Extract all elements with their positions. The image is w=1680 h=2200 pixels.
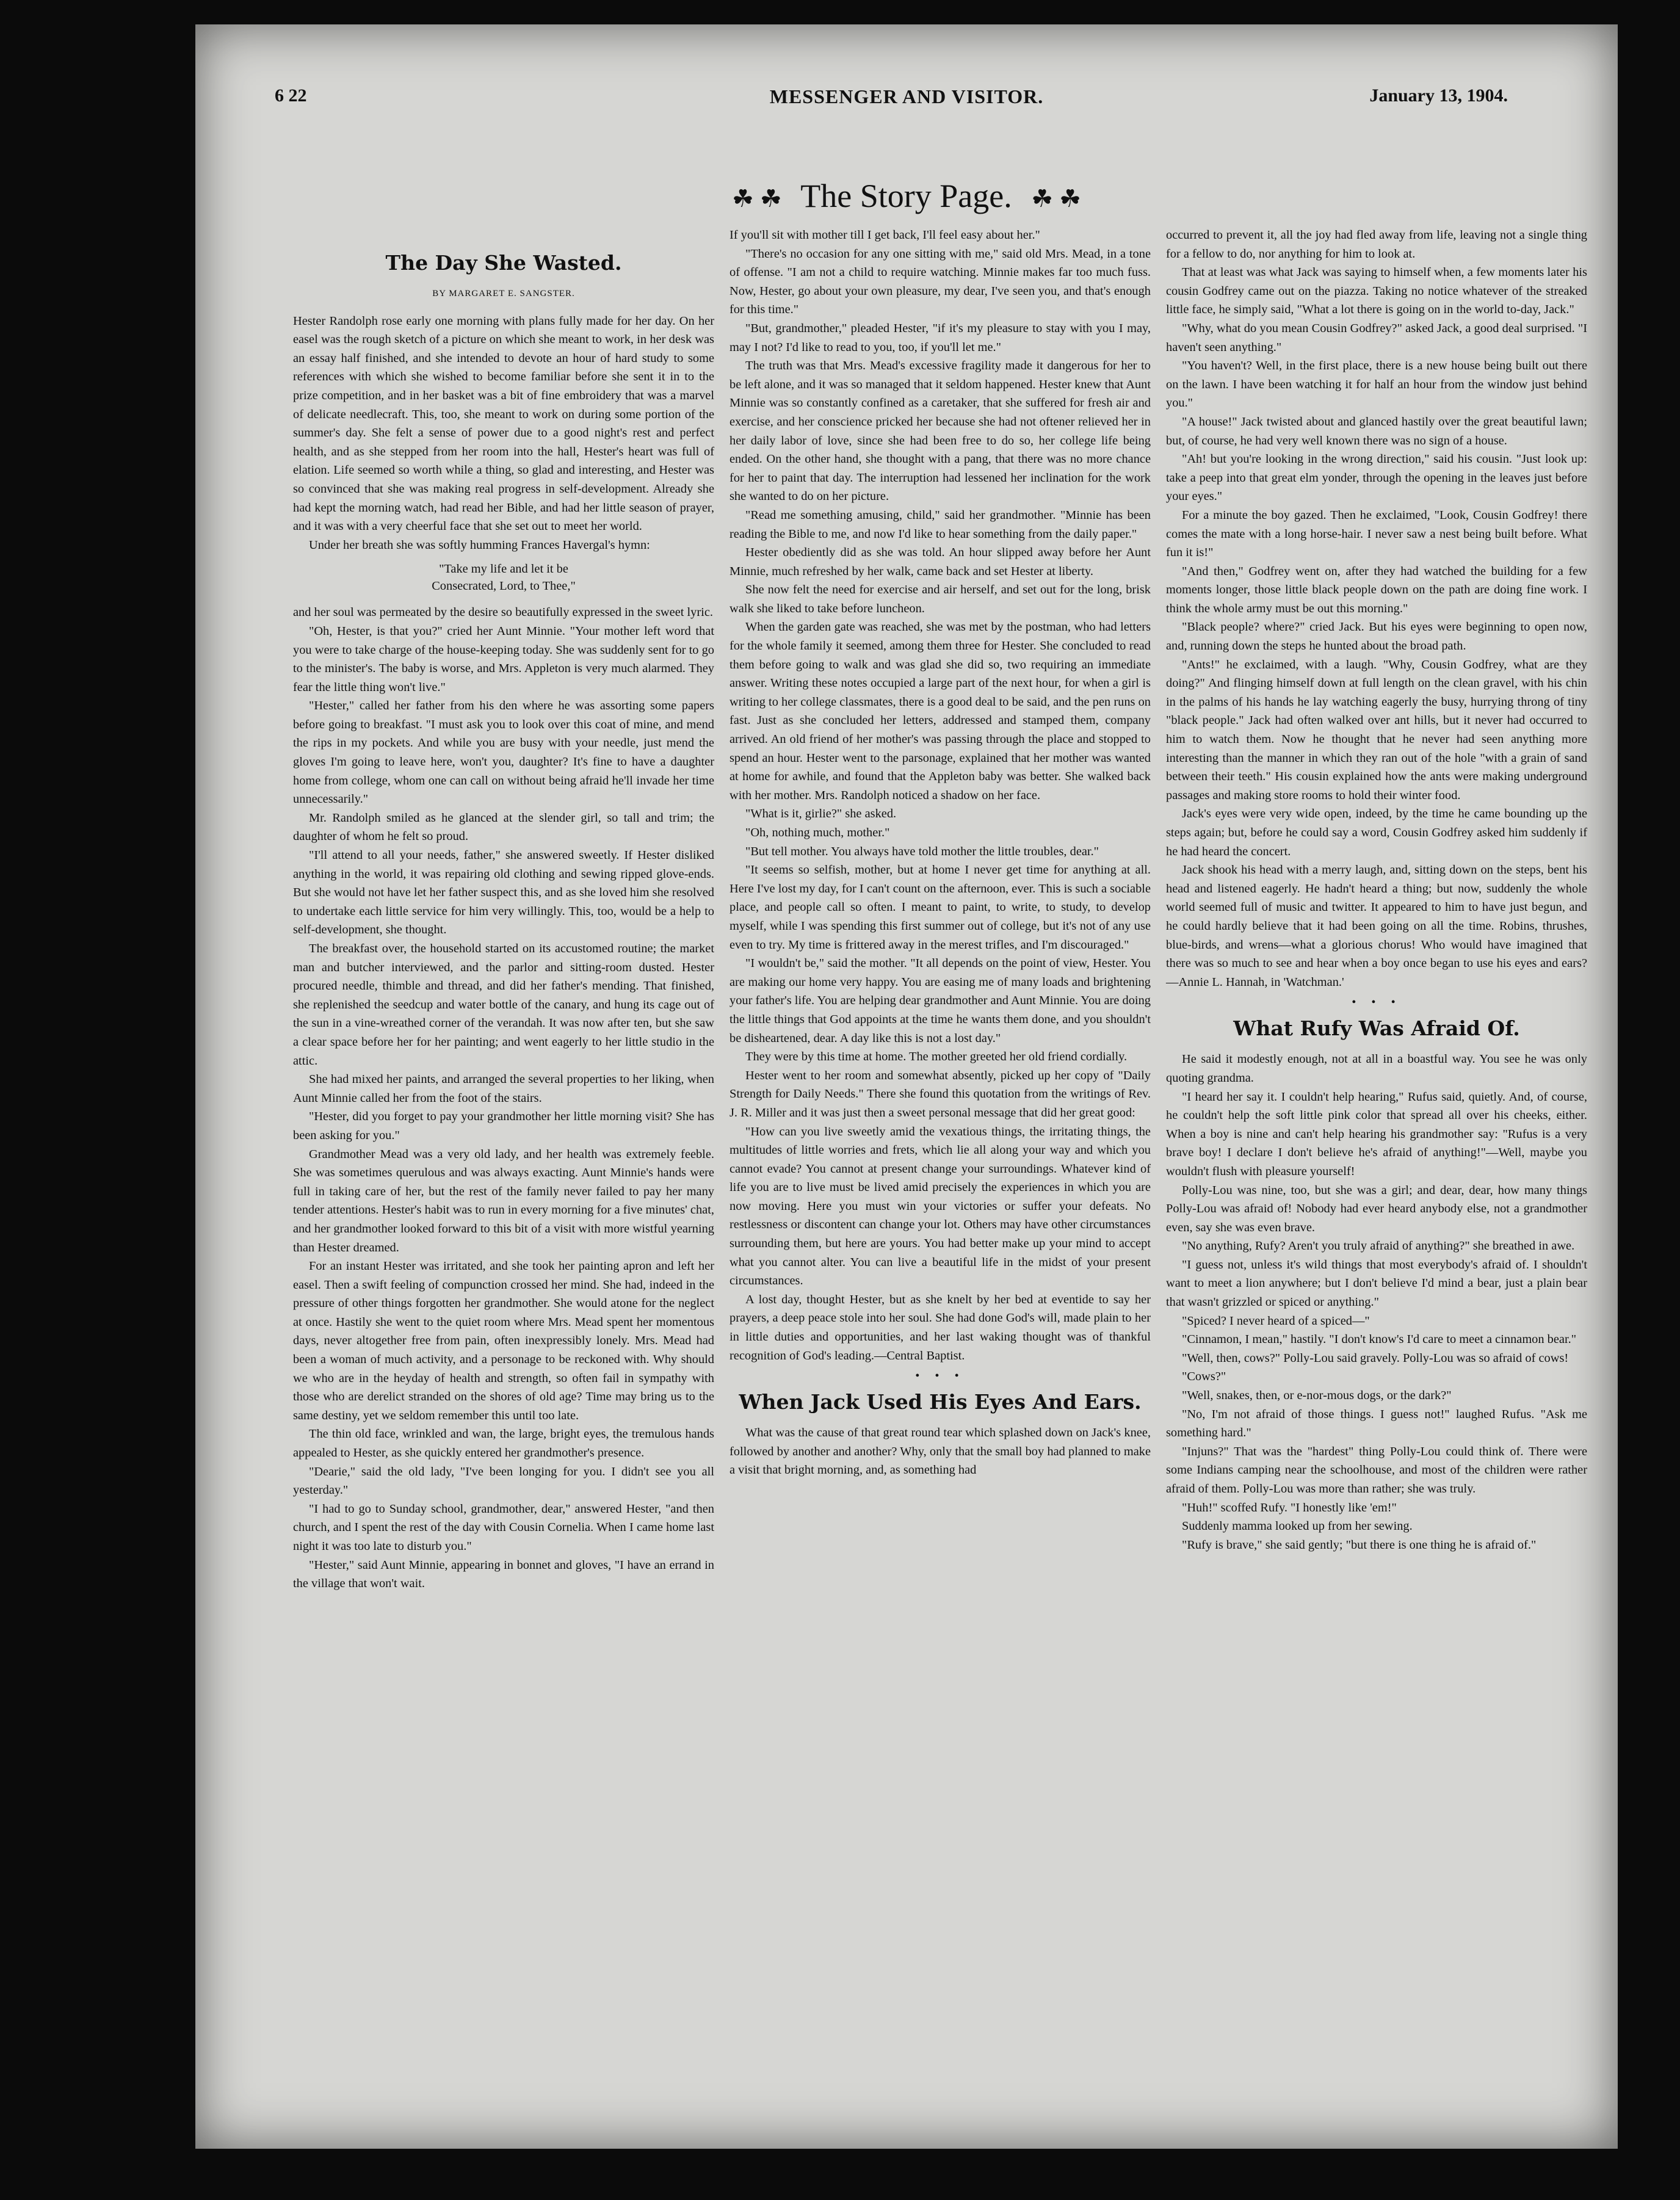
paragraph: "Ah! but you're looking in the wrong direction," said his cousin. "Just look up: take a peep into that great elm yonder, through the opening in the leaves just before your eyes." [1166, 452, 1587, 504]
paragraph: "Cinnamon, I mean," hastily. "I don't know's I'd care to meet a cinnamon bear." [1182, 1333, 1577, 1347]
paragraph: "I heard her say it. I couldn't help hearing," Rufus said, quietly. And, of course, he couldn't help the soft little pink color that spread all over his cheeks, either. When a boy is nine and can't help hearing his grandmother say: "Rufus is a very brave boy! I declare I don't believe he's afraid of anything!"—Well, maybe you wouldn't flush with pleasure yourself! [1166, 1090, 1587, 1178]
paragraph: "Hester, did you forget to pay your grandmother her little morning visit? She has been asking for you." [293, 1110, 714, 1142]
paragraph: "Read me something amusing, child," said her grandmother. "Minnie has been reading the Bible to me, and now I'd like to hear something from the daily paper." [730, 508, 1151, 541]
section-divider: • • • [1352, 996, 1402, 1010]
paragraph: If you'll sit with mother till I get back, I'll feel easy about her." [730, 228, 1040, 242]
paragraph: "I had to go to Sunday school, grandmother, dear," answered Hester, "and then church, and I spent the rest of the day with Cousin Cornelia. When I came home last night it was too late to disturb you." [293, 1502, 714, 1553]
story-title: What Rufy Was Afraid Of. [1233, 1016, 1520, 1041]
paragraph: She now felt the need for exercise and air herself, and set out for the long, brisk walk she liked to take before luncheon. [730, 583, 1151, 615]
paragraph: "Huh!" scoffed Rufy. "I honestly like 'em!" [1182, 1500, 1397, 1514]
paragraph: "Injuns?" That was the "hardest" thing Polly-Lou could think of. There were some Indians camping near the schoolhouse, and most of the children were rather afraid of them. Polly-Lou was more than rather; she was truly. [1166, 1444, 1587, 1496]
verse-line: Consecrated, Lord, to Thee," [432, 579, 576, 593]
paragraph: "Oh, Hester, is that you?" cried her Aunt Minnie. "Your mother left word that you were to take charge of the house-keeping today. She was suddenly sent for to go to the minister's. The baby is worse, and Mrs. Appleton is very much alarmed. They fear the little thing won't live." [293, 624, 714, 694]
paragraph: The thin old face, wrinkled and wan, the large, bright eyes, the tremulous hands appealed to Hester, as she quickly entered her grandmother's presence. [293, 1427, 714, 1460]
masthead: MESSENGER AND VISITOR. [769, 85, 1044, 107]
paragraph: Hester obediently did as she was told. An hour slipped away before her Aunt Minnie, much refreshed by her walk, came back and set Hester at liberty. [730, 546, 1151, 578]
story-title: The Day She Wasted. [385, 251, 622, 275]
clover-ornament-icon: ☘ ☘ [732, 185, 782, 212]
paragraph: Jack's eyes were very wide open, indeed, by the time he came bounding up the steps again; but, before he could say a word, Cousin Godfrey asked him suddenly if he had heard the concert. [1166, 807, 1587, 858]
byline: BY MARGARET E. SANGSTER. [432, 289, 575, 299]
paragraph: "No anything, Rufy? Aren't you truly afraid of anything?" she breathed in awe. [1182, 1239, 1575, 1253]
paragraph: "Spiced? I never heard of a spiced—" [1182, 1314, 1370, 1328]
paragraph: Hester Randolph rose early one morning with plans fully made for her day. On her easel was the rough sketch of a picture on which she meant to work, in her desk was an essay half finished, and she intended to devote an hour of hard study to some references with which she wished to become familiar before she sent it in to the prize competition, and in her basket was a bit of fine embroidery that was a marvel of delicate needlecraft. This, too, she meant to work on during some portion of the summer's day. She felt a sense of power due to a good night's rest and perfect health, and as she stepped from her room into the hall, Hester's heart was full of elation. Life seemed so worth while a thing, so glad and interesting, and Hester was so convinced that she was making real progress in self-development. Already she had kept the morning watch, had read her Bible, and had her little season of prayer, and it was with a very cheerful face that she set out to meet her world. [293, 314, 714, 534]
paragraph: That at least was what Jack was saying to himself when, a few moments later his cousin Godfrey came out on the piazza. Taking no notice whatever of the streaked little face, he simply said, "What a lot there is going on in the world to-day, Jack." [1166, 266, 1587, 317]
paragraph: "Oh, nothing much, mother." [745, 826, 890, 839]
paragraph: "But, grandmother," pleaded Hester, "if it's my pleasure to stay with you I may, may I not? I'd like to read to you, too, if you'll let me." [730, 321, 1151, 354]
paragraph: "Hester," called her father from his den where he was assorting some papers before going to breakfast. "I must ask you to look over this coat of mine, and mend the rips in my pockets. And while you are busy with your needle, just mend the gloves I'm going to leave here, won't you, daughter? It's fine to have a daughter home from college, whom one can call on without being afraid he'll invade her time unnecessarily." [293, 699, 714, 806]
paragraph: "Dearie," said the old lady, "I've been longing for you. I didn't see you all yesterday." [293, 1464, 714, 1497]
paragraph: For an instant Hester was irritated, and she took her painting apron and left her easel. Then a swift feeling of compunction crossed her mind. She had, indeed in the pressure of other things forgotten her grandmother. She would atone for the neglect at once. Hastily she went to the quiet room where Mrs. Mead spent her momentous days, never altogether free from pain, often inexpressibly lonely. Mrs. Mead had been a woman of much activity, and a personage to be reckoned with. Why should we who are in the heyday of health and strength, so often fail in sympathy with those who are derelict stranded on the shores of old age? Time may bring us to the same destiny, yet we seldom remember this until too late. [293, 1259, 714, 1422]
paragraph: The truth was that Mrs. Mead's excessive fragility made it dangerous for her to be left alone, and it was so managed that it seldom happened. Hester knew that Aunt Minnie was so constantly confined as a caretaker, that she suffered for fresh air and exercise, and her conscience pricked her because she had not oftener relieved her in her daily labor of love, since she had been free to do so, her college life being ended. On the other hand, she thought with a pang, that there was no more chance for her to paint that day. The interruption had lessened her inclination for the work she wanted to do on her picture. [730, 359, 1151, 504]
paragraph: "You haven't? Well, in the first place, there is a new house being built out there on the lawn. I have been watching it for half an hour from the window just behind you." [1166, 359, 1587, 410]
column-2 [730, 226, 1151, 1480]
paragraph: "But tell mother. You always have told mother the little troubles, dear." [745, 844, 1099, 858]
paragraph: "Ants!" he exclaimed, with a laugh. "Why, Cousin Godfrey, what are they doing?" And flinging himself down at full length on the clean gravel, with his chin in the palms of his hands he lay watching eagerly the busy, hurrying throng of tiny "black people." Jack had often walked over ant hills, but it never had occurred to him to watch them. Now he thought that he never had seen anything more interesting than the manner in which they ran out of the hole "with a grain of sand between their teeth." His cousin explained how the ants were making underground passages and making store rooms to hold their winter food. [1166, 657, 1587, 802]
paragraph: The breakfast over, the household started on its accustomed routine; the market man and butcher interviewed, and the parlor and sitting-room dusted. Hester procured needle, thimble and thread, and did her father's mending. That finished, she replenished the seedcup and water bottle of the canary, and hung its cage out of the sun in a vine-wreathed corner of the verandah. It was now after ten, but she saw a clear space before her for her painting; and went eagerly to her little studio in the attic. [293, 942, 714, 1068]
paragraph: Grandmother Mead was a very old lady, and her health was extremely feeble. She was sometimes querulous and was always exacting. Aunt Minnie's hands were full in taking care of her, but the rest of the family never failed to pay her many tender attentions. Hester's habit was to run in every morning for a five minutes' chat, and her grandmother looked forward to this bit of a visit with more wistful yearning than Hester dreamed. [293, 1147, 714, 1254]
paragraph: A lost day, thought Hester, but as she knelt by her bed at eventide to say her prayers, a deep peace stole into her soul. She had done God's will, made plain to her in little duties and opportunities, and her last waking thought was of thankful recognition of God's leading.—Central Baptist. [730, 1292, 1151, 1362]
paragraph: Under her breath she was softly humming Frances Havergal's hymn: [309, 538, 650, 552]
clover-ornament-icon: ☘ ☘ [1031, 185, 1081, 212]
hymn-verse [293, 560, 714, 595]
paragraph: "I wouldn't be," said the mother. "It all depends on the point of view, Hester. You are making our home very happy. You are easing me of many loads and brightening your father's life. You are helping dear grandmother and Aunt Minnie. You are doing the little things that God appoints at the time he wants them done, and you shouldn't be disheartened, dear. A day like this is not a lost day." [730, 957, 1151, 1045]
paragraph: "How can you live sweetly amid the vexatious things, the irritating things, the multitudes of little worries and frets, which lie all along your way and which you cannot evade? You cannot at present change your surroundings. Whatever kind of life you are to live must be lived amid precisely the experiences in which you are now moving. Here you must win your victories or suffer your defeats. No restlessness or discontent can change your lot. Others may have other circumstances surrounding them, but here are yours. You had better make up your mind to accept what you cannot alter. You can live a beautiful life in the midst of your present circumstances. [730, 1124, 1151, 1288]
page-number: 6 22 [275, 85, 307, 106]
paragraph: Suddenly mamma looked up from her sewing. [1182, 1519, 1413, 1533]
paragraph: occurred to prevent it, all the joy had fled away from life, leaving not a single thing for a fellow to do, nor anything for him to look at. [1166, 228, 1587, 261]
paragraph: Hester went to her room and somewhat absently, picked up her copy of "Daily Strength for Daily Needs." There she found this quotation from the writings of Rev. J. R. Miller and it was just then a sweet personal message that did her great good: [730, 1068, 1151, 1120]
paragraph: He said it modestly enough, not at all in a boastful way. You see he was only quoting grandma. [1166, 1052, 1587, 1085]
paragraph: "Rufy is brave," she said gently; "but there is one thing he is afraid of." [1182, 1538, 1537, 1552]
newspaper-page [195, 24, 1618, 2149]
paragraph: They were by this time at home. The mother greeted her old friend cordially. [745, 1050, 1128, 1064]
paragraph: "Black people? where?" cried Jack. But his eyes were beginning to open now, and, running down the steps he hunted about the broad path. [1166, 620, 1587, 653]
section-divider: • • • [915, 1369, 965, 1383]
paragraph: What was the cause of that great round tear which splashed down on Jack's knee, followed by another and another? Why, only that the small boy had planned to make a visit that bright morning, and, as something had [730, 1426, 1151, 1477]
paragraph: "What is it, girlie?" she asked. [745, 807, 897, 821]
paragraph: She had mixed her paints, and arranged the several properties to her liking, when Aunt Minnie called her from the foot of the stairs. [293, 1073, 714, 1105]
paragraph: "Well, snakes, then, or e-nor-mous dogs, or the dark?" [1182, 1389, 1452, 1403]
paragraph: "A house!" Jack twisted about and glanced hastily over the great beautiful lawn; but, of course, he had very well known there was no sign of a house. [1166, 414, 1587, 447]
paragraph: "No, I'm not afraid of those things. I guess not!" laughed Rufus. "Ask me something hard." [1166, 1407, 1587, 1440]
paragraph: "Well, then, cows?" Polly-Lou said gravely. Polly-Lou was so afraid of cows! [1182, 1351, 1569, 1365]
verse-line: "Take my life and let it be [439, 562, 568, 576]
paragraph: "Cows?" [1182, 1370, 1226, 1384]
paragraph: "And then," Godfrey went on, after they had watched the building for a few moments longer, those little black people down on the path are doing fine work. I think the whole army must be out this morning." [1166, 564, 1587, 615]
paragraph: Mr. Randolph smiled as he glanced at the slender girl, so tall and trim; the daughter of whom he felt so proud. [293, 811, 714, 844]
paragraph: "Why, what do you mean Cousin Godfrey?" asked Jack, a good deal surprised. "I haven't seen anything." [1166, 321, 1587, 354]
paragraph: Polly-Lou was nine, too, but she was a girl; and dear, dear, how many things Polly-Lou was afraid of! Nobody had ever heard anybody else, not a grandmother even, say she was even brave. [1166, 1183, 1587, 1234]
section-title: The Story Page. [800, 178, 1012, 214]
paragraph: "I guess not, unless it's wild things that most everybody's afraid of. I shouldn't want to meet a lion anywhere; but I don't believe I'd mind a bear, just a plain bear that wasn't grizzled or spiced or anything." [1166, 1257, 1587, 1309]
column-3 [1166, 226, 1587, 1554]
paragraph: "Hester," said Aunt Minnie, appearing in bonnet and gloves, "I have an errand in the village that won't wait. [293, 1558, 714, 1591]
paragraph: "I'll attend to all your needs, father," she answered sweetly. If Hester disliked anything in the world, it was repairing old clothing and sewing ripped glove-ends. But she would not have let her father suspect this, and as she loved him she resolved to undertake each little service for him very willingly. This, too, would be a help to self-development, she thought. [293, 849, 714, 937]
issue-date: January 13, 1904. [1369, 85, 1508, 106]
paragraph: and her soul was permeated by the desire so beautifully expressed in the sweet lyric. [293, 606, 713, 620]
paragraph: For a minute the boy gazed. Then he exclaimed, "Look, Cousin Godfrey! there comes the mate with a long horse-hair. I never saw a nest being built before. What fun it is!" [1166, 508, 1587, 560]
column-1 [293, 244, 714, 1593]
story-title: When Jack Used His Eyes And Ears. [739, 1390, 1142, 1414]
section-banner [195, 177, 1618, 215]
paragraph: Jack shook his head with a merry laugh, and, sitting down on the steps, bent his head and listened eagerly. He hadn't heard a thing; but now, suddenly the whole world seemed full of music and twitter. It appeared to him to have just begun, and he could hardly believe that it had been going on all the time. Robins, thrushes, blue-birds, and wrens—what a glorious chorus! Who would have imagined that there was so much to see and hear when a boy once began to use his eyes and ears?—Annie L. Hannah, in 'Watchman.' [1166, 863, 1587, 989]
paragraph: "There's no occasion for any one sitting with me," said old Mrs. Mead, in a tone of offense. "I am not a child to require watching. Minnie makes far too much fuss. Now, Hester, go about your own pleasure, my dear, I've seen you, and that's enough for this time." [730, 247, 1151, 317]
paragraph: "It seems so selfish, mother, but at home I never get time for anything at all. Here I've lost my day, for I can't count on the afternoon, ever. This is such a sociable place, and people call so often. I meant to paint, to write, to study, to develop myself, while I was spending this first summer out of college, but it's not of any use even to try. My time is frittered away in the merest trifles, and I'm discouraged." [730, 863, 1151, 952]
paragraph: When the garden gate was reached, she was met by the postman, who had letters for the whole family it seemed, among them three for Hester. She concluded to read them before going to walk and was glad she did so, two requiring an immediate answer. Writing these notes occupied a large part of the next hour, for when a girl is writing to her college classmates, there is a good deal to be said, and the pen runs on fast. Just as she concluded her letters, addressed and stamped them, company arrived. An old friend of her mother's was passing through the place and stopped to spend an hour. Hester went to the parsonage, explained that her mother was wanted at home for awhile, and found that the Appleton baby was better. She walked back with her mother. Mrs. Randolph noticed a shadow on her face. [730, 620, 1151, 802]
